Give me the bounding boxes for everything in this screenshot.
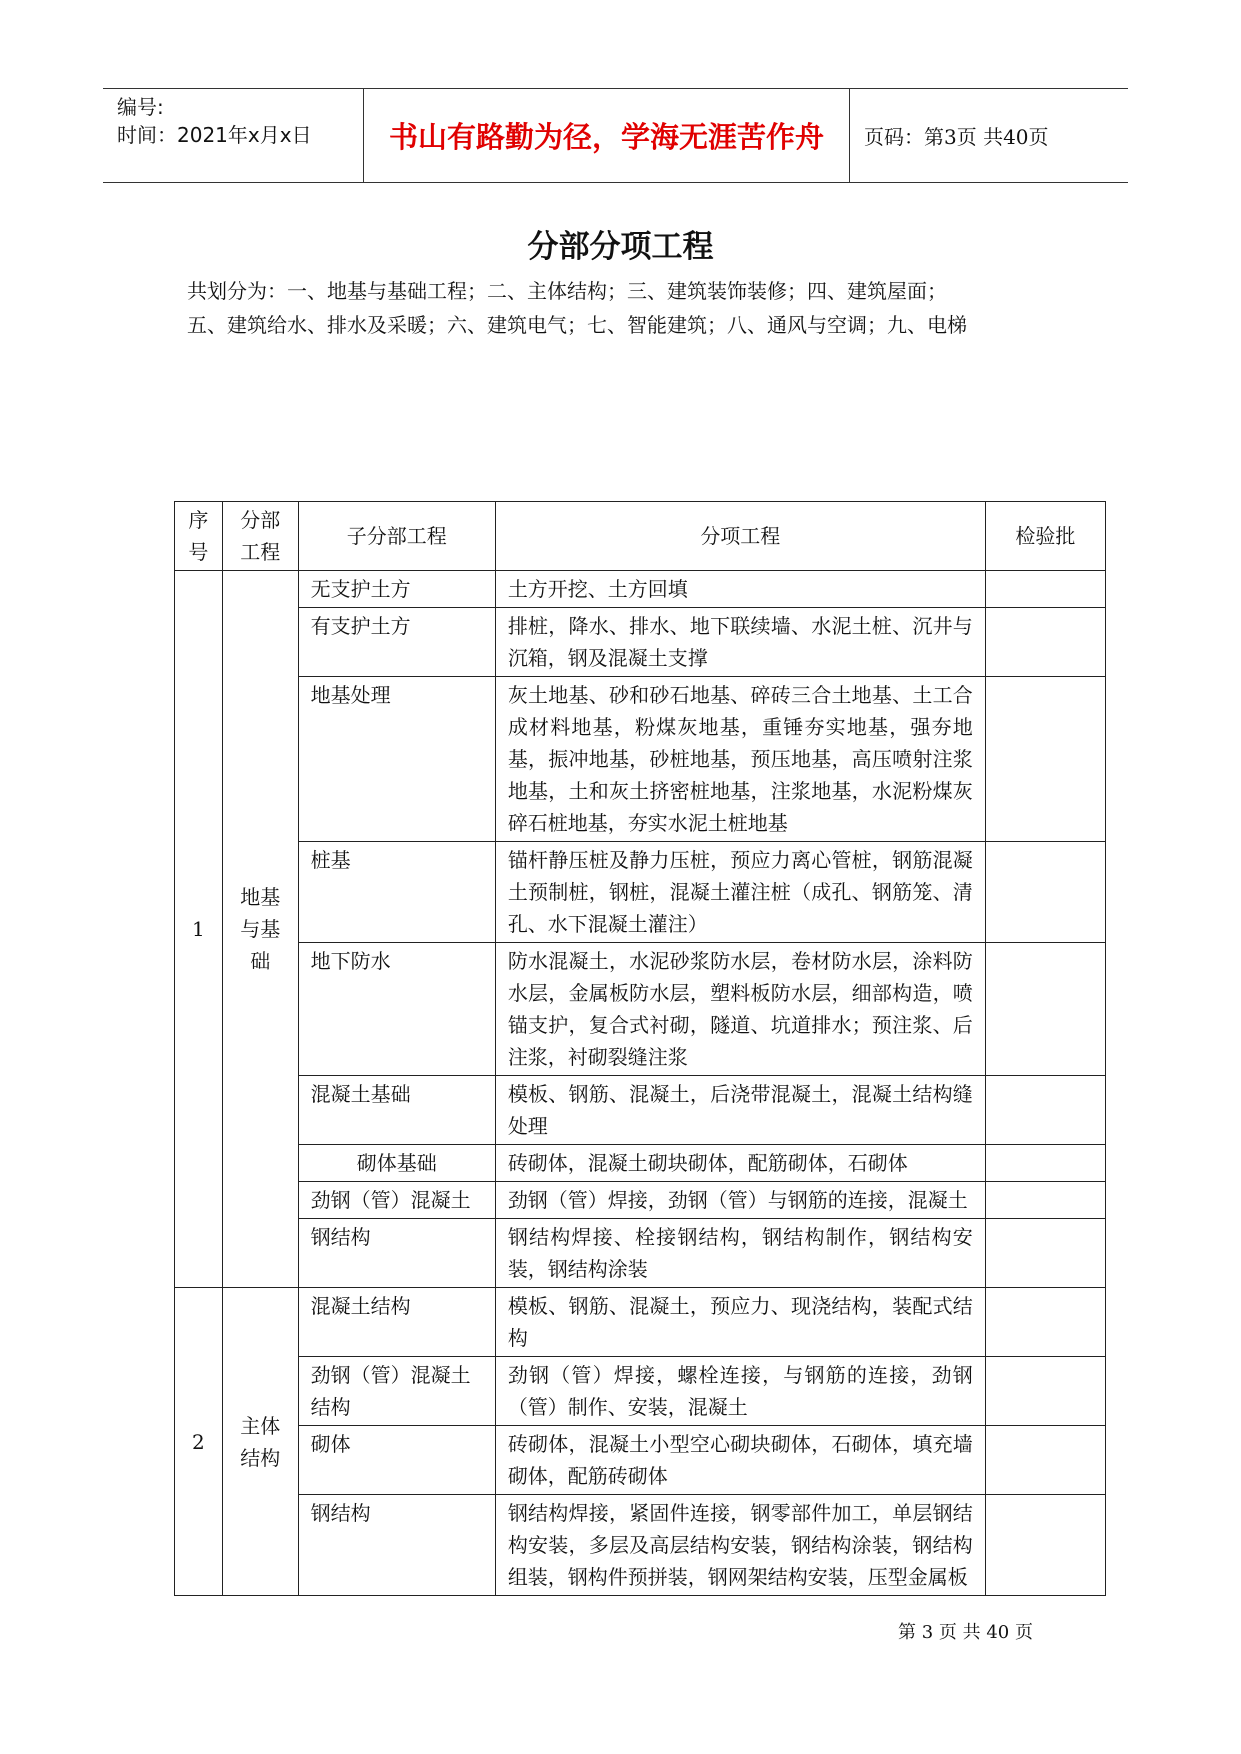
cell-seq: 1 [175,571,223,1288]
cell-items: 锚杆静压桩及静力压桩，预应力离心管桩，钢筋混凝土预制桩，钢桩，混凝土灌注桩（成孔、钢筋笼、清孔、水下混凝土灌注） [495,842,985,943]
cell-items: 砖砌体，混凝土小型空心砌块砌体，石砌体，填充墙砌体，配筋砖砌体 [495,1426,985,1495]
cell-items: 灰土地基、砂和砂石地基、碎砖三合土地基、土工合成材料地基，粉煤灰地基，重锤夯实地基，强夯地基，振冲地基，砂桩地基，预压地基，高压喷射注浆地基，土和灰土挤密桩地基，注浆地基，水泥粉煤灰碎石桩地基，夯实水泥土桩地基 [495,677,985,842]
cell-inspection [985,1495,1105,1596]
cell-inspection [985,1182,1105,1219]
cell-subdivision: 桩基 [298,842,495,943]
cell-division: 地基与基础 [222,571,298,1288]
page-footer: 第 3 页 共 40 页 [898,1622,1033,1643]
document-time-label: 时间：2021年x月x日 [117,123,312,147]
cell-items: 劲钢（管）焊接，劲钢（管）与钢筋的连接，混凝土 [495,1182,985,1219]
table-header-row [175,502,1106,571]
cell-inspection [985,608,1105,677]
cell-inspection [985,1145,1105,1182]
table-row [175,677,1106,842]
table-row [175,1145,1106,1182]
cell-inspection [985,943,1105,1076]
cell-subdivision: 有支护土方 [298,608,495,677]
page-header [103,88,1128,183]
cell-subdivision: 钢结构 [298,1495,495,1596]
table-row [175,1219,1106,1288]
cell-inspection [985,571,1105,608]
cell-inspection [985,842,1105,943]
cell-inspection [985,1076,1105,1145]
header-inspection: 检验批 [985,502,1105,571]
table-row [175,1182,1106,1219]
division-table-body [175,502,1106,1596]
cell-items: 劲钢（管）焊接，螺栓连接，与钢筋的连接，劲钢（管）制作、安装，混凝土 [495,1357,985,1426]
table-row [175,1357,1106,1426]
table-row [175,1495,1106,1596]
table-row [175,943,1106,1076]
division-table [174,501,1106,1596]
intro-line-2: 五、建筑给水、排水及采暖；六、建筑电气；七、智能建筑；八、通风与空调；九、电梯 [187,313,967,337]
table-row [175,608,1106,677]
document-number-label: 编号: [117,95,164,119]
cell-items: 模板、钢筋、混凝土，后浇带混凝土，混凝土结构缝处理 [495,1076,985,1145]
cell-items: 土方开挖、土方回填 [495,571,985,608]
cell-inspection [985,677,1105,842]
table-row [175,1288,1106,1357]
intro-paragraph [187,274,1087,342]
cell-subdivision: 砌体 [298,1426,495,1495]
cell-inspection [985,1426,1105,1495]
cell-inspection [985,1219,1105,1288]
cell-inspection [985,1357,1105,1426]
cell-subdivision: 砌体基础 [298,1145,495,1182]
cell-subdivision: 无支护土方 [298,571,495,608]
intro-line-1: 共划分为：一、地基与基础工程；二、主体结构；三、建筑装饰装修；四、建筑屋面； [187,279,947,303]
cell-subdivision: 混凝土基础 [298,1076,495,1145]
header-subdivision: 子分部工程 [298,502,495,571]
cell-items: 排桩，降水、排水、地下联续墙、水泥土桩、沉井与沉箱，钢及混凝土支撑 [495,608,985,677]
cell-division: 主体结构 [222,1288,298,1596]
cell-items: 砖砌体，混凝土砌块砌体，配筋砌体，石砌体 [495,1145,985,1182]
cell-inspection [985,1288,1105,1357]
cell-subdivision: 地下防水 [298,943,495,1076]
cell-items: 防水混凝土，水泥砂浆防水层，卷材防水层，涂料防水层，金属板防水层，塑料板防水层，细部构造，喷锚支护，复合式衬砌，隧道、坑道排水；预注浆、后注浆，衬砌裂缝注浆 [495,943,985,1076]
header-motto: 书山有路勤为径，学海无涯苦作舟 [364,89,850,182]
cell-subdivision: 混凝土结构 [298,1288,495,1357]
table-row [175,571,1106,608]
header-seq: 序号 [175,502,223,571]
cell-subdivision: 劲钢（管）混凝土 [298,1182,495,1219]
cell-items: 钢结构焊接，紧固件连接，钢零部件加工，单层钢结构安装，多层及高层结构安装，钢结构涂装，钢结构组装，钢构件预拼装，钢网架结构安装，压型金属板 [495,1495,985,1596]
header-info-cell [103,89,364,182]
table-row [175,842,1106,943]
header-items: 分项工程 [495,502,985,571]
cell-seq: 2 [175,1288,223,1596]
cell-items: 模板、钢筋、混凝土，预应力、现浇结构，装配式结构 [495,1288,985,1357]
cell-subdivision: 劲钢（管）混凝土结构 [298,1357,495,1426]
cell-subdivision: 钢结构 [298,1219,495,1288]
table-row [175,1076,1106,1145]
cell-items: 钢结构焊接、栓接钢结构，钢结构制作，钢结构安装，钢结构涂装 [495,1219,985,1288]
page-title: 分部分项工程 [527,229,714,265]
header-division: 分部工程 [222,502,298,571]
table-row [175,1426,1106,1495]
cell-subdivision: 地基处理 [298,677,495,842]
header-page-code: 页码：第3页 共40页 [864,125,1049,149]
